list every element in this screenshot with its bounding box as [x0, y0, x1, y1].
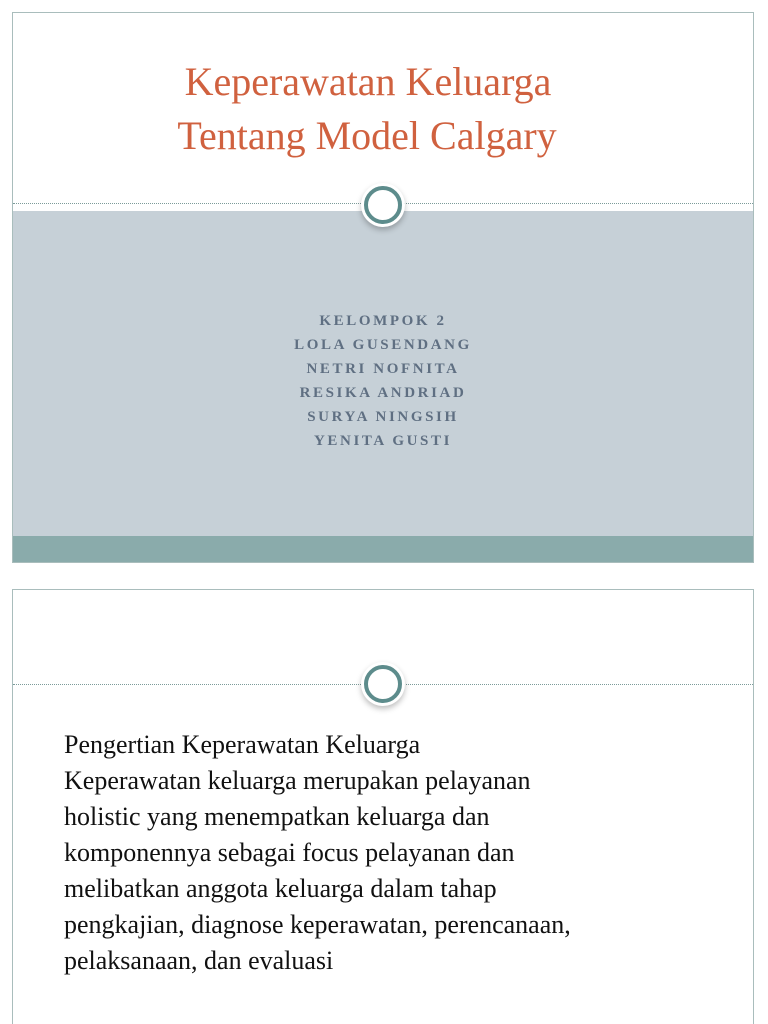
- member-name: SURYA NINGSIH: [307, 409, 459, 425]
- body-line: pelaksanaan, dan evaluasi: [64, 946, 334, 975]
- member-name: NETRI NOFNITA: [306, 361, 460, 377]
- group-members-list: [13, 309, 753, 453]
- title-line-1: Keperawatan Keluarga: [184, 59, 552, 104]
- circle-marker-icon: [364, 665, 402, 703]
- slide-title: [13, 13, 753, 205]
- slide-1: [12, 12, 754, 563]
- bottom-accent-band: [13, 536, 753, 563]
- body-heading: Pengertian Keperawatan Keluarga: [64, 730, 421, 759]
- slide-2: [12, 589, 754, 1024]
- slide-body-text: [64, 727, 744, 979]
- body-line: pengkajian, diagnose keperawatan, perencanaan,: [64, 910, 571, 939]
- member-name: RESIKA ANDRIAD: [299, 385, 467, 401]
- body-line: Keperawatan keluarga merupakan pelayanan: [64, 766, 531, 795]
- body-line: holistic yang menempatkan keluarga dan: [64, 802, 490, 831]
- group-name: KELOMPOK 2: [319, 313, 447, 329]
- body-line: melibatkan anggota keluarga dalam tahap: [64, 874, 497, 903]
- body-line: komponennya sebagai focus pelayanan dan: [64, 838, 515, 867]
- member-name: YENITA GUSTI: [313, 433, 453, 449]
- circle-marker-icon: [364, 186, 402, 224]
- title-line-2: Tentang Model Calgary: [177, 113, 557, 158]
- member-name: LOLA GUSENDANG: [294, 337, 472, 353]
